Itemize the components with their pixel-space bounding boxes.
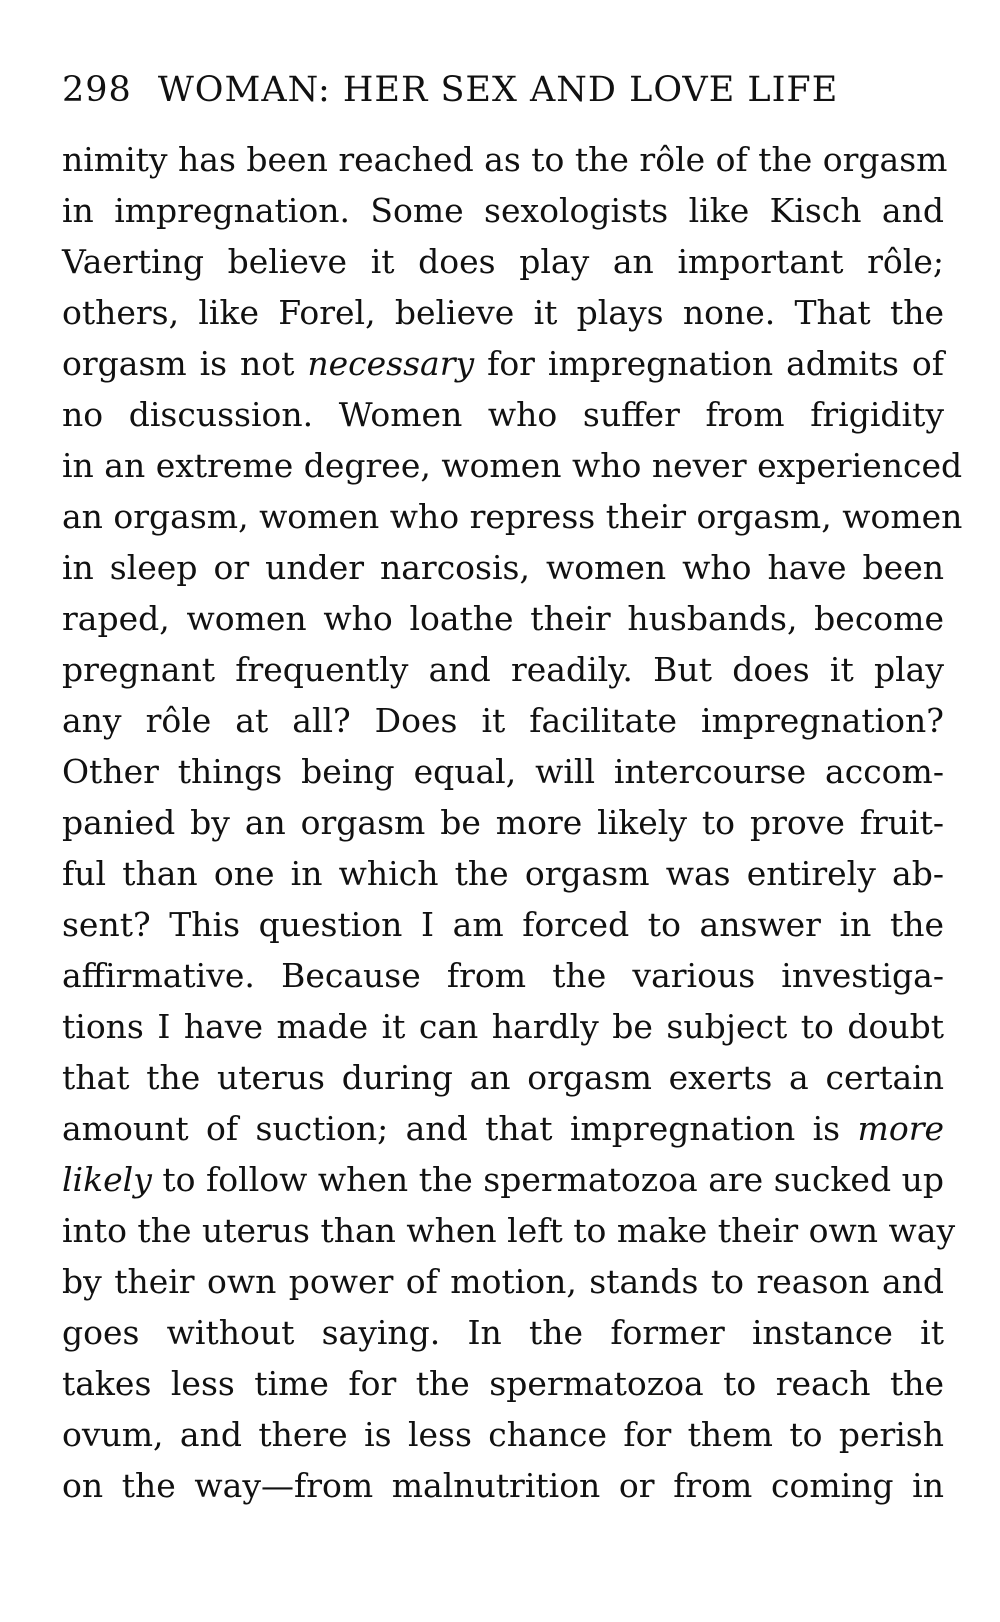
text-line: panied by an orgasm be more likely to prove fruit- <box>62 803 944 842</box>
text-line: takes less time for the spermatozoa to reach the <box>62 1364 944 1403</box>
text-line: in an extreme degree, women who never experienced <box>62 446 963 485</box>
text-line: by their own power of motion, stands to reason and <box>62 1262 944 1301</box>
text-line: tions I have made it can hardly be subject to doubt <box>62 1007 944 1046</box>
text-line: Vaerting believe it does play an important rôle; <box>62 242 944 281</box>
running-title: WOMAN: HER SEX AND LOVE LIFE <box>157 70 839 110</box>
italic-emphasis: necessary <box>307 344 475 383</box>
text-line: ovum, and there is less chance for them to perish <box>62 1415 944 1454</box>
running-head <box>62 60 944 124</box>
text-line: in sleep or under narcosis, women who have been <box>62 548 944 587</box>
text-line: likely to follow when the spermatozoa are sucked up <box>62 1160 944 1199</box>
text-line: on the way—from malnutrition or from coming in <box>62 1466 944 1505</box>
page-number: 298 <box>62 70 132 110</box>
text-line: Other things being equal, will intercourse accom- <box>62 752 944 791</box>
text-line: any rôle at all? Does it facilitate impregnation? <box>62 701 944 740</box>
text-line: orgasm is not necessary for impregnation admits of <box>62 344 944 383</box>
book-page <box>62 60 963 1511</box>
text-line: pregnant frequently and readily. But does it play <box>62 650 944 689</box>
text-line: an orgasm, women who repress their orgasm, women <box>62 497 963 536</box>
text-line: amount of suction; and that impregnation is more <box>62 1109 944 1148</box>
text-line: nimity has been reached as to the rôle of the orgasm <box>62 140 948 179</box>
text-line: sent? This question I am forced to answer in the <box>62 905 944 944</box>
text-line: ful than one in which the orgasm was entirely ab- <box>62 854 944 893</box>
italic-emphasis: likely <box>62 1160 152 1199</box>
text-line: affirmative. Because from the various investiga- <box>62 956 944 995</box>
text-line: in impregnation. Some sexologists like Kisch and <box>62 191 944 230</box>
text-line: raped, women who loathe their husbands, become <box>62 599 944 638</box>
text-line: into the uterus than when left to make their own way <box>62 1211 956 1250</box>
body-text <box>62 134 963 1511</box>
text-line: no discussion. Women who suffer from frigidity <box>62 395 944 434</box>
text-line: others, like Forel, believe it plays none. That the <box>62 293 944 332</box>
text-line: goes without saying. In the former instance it <box>62 1313 944 1352</box>
text-line: that the uterus during an orgasm exerts a certain <box>62 1058 944 1097</box>
italic-emphasis: more <box>857 1109 944 1148</box>
